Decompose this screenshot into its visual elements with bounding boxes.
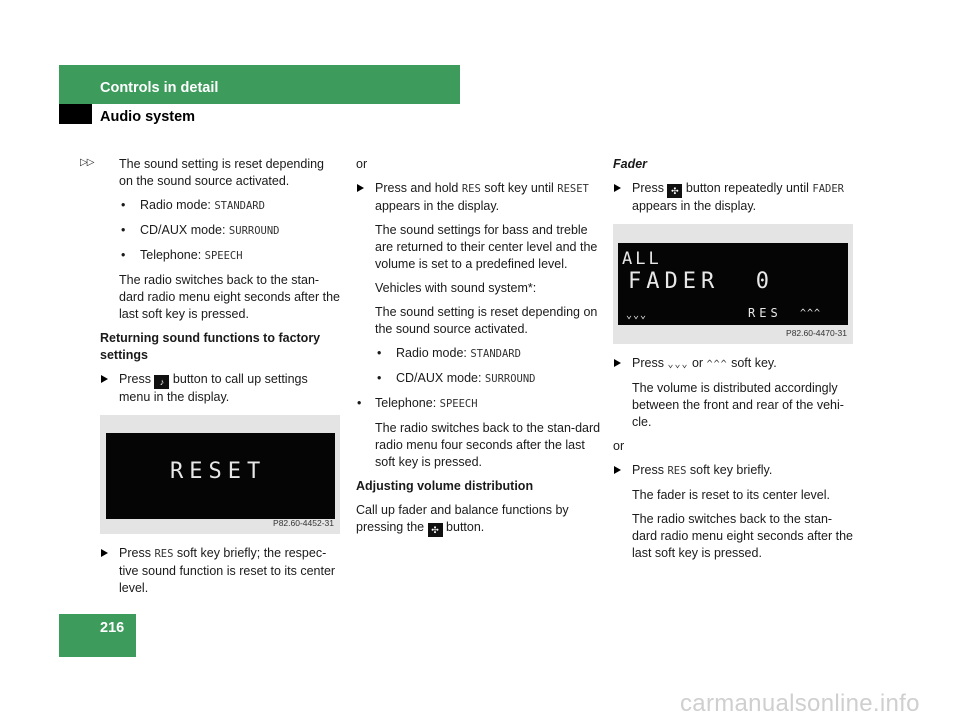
display-text: RESET	[170, 459, 267, 484]
paragraph: The sound setting is reset depending on the sound source activated.	[375, 305, 598, 336]
list-item: • CD/AUX mode: SURROUND	[100, 222, 340, 240]
list-item: • Telephone: SPEECH	[100, 247, 340, 265]
continued-mark: ▷▷	[80, 157, 94, 168]
softkey-down-label: ⌄⌄⌄	[626, 310, 648, 321]
subsection-title: Audio system	[100, 109, 196, 125]
fader-button-icon: ✣	[428, 523, 443, 537]
instruction-step: Press and hold RES soft key until RESET appears in the display.	[356, 180, 601, 215]
page-number: 216	[100, 620, 125, 636]
softkey-up-label: ^^^	[800, 308, 822, 319]
list-item: • Telephone: SPEECH	[356, 395, 601, 413]
watermark: carmanualsonline.info	[680, 690, 920, 717]
display-line-1: ALL	[622, 249, 662, 269]
paragraph: or	[356, 157, 368, 171]
section-heading: Returning sound functions to factory settings	[100, 331, 321, 362]
column-2	[356, 156, 601, 544]
list-item: • CD/AUX mode: SURROUND	[356, 370, 601, 388]
column-1	[100, 156, 340, 604]
fader-button-icon: ✣	[667, 184, 682, 198]
paragraph: The sound setting is reset depending on the sound source activated.	[119, 157, 324, 188]
reset-display-figure	[100, 415, 340, 534]
fader-display-figure	[613, 224, 853, 344]
display-line-2: FADER 0	[628, 269, 774, 294]
paragraph: The fader is reset to its center level.	[632, 488, 831, 502]
list-item: • Radio mode: STANDARD	[356, 345, 601, 363]
page-number-box	[59, 614, 136, 657]
list-item: • Radio mode: STANDARD	[100, 197, 340, 215]
paragraph: The radio switches back to the stan-dard radio menu four seconds after the last soft key is pressed.	[375, 421, 601, 469]
instruction-step: Press ⌄⌄⌄ or ^^^ soft key.	[613, 355, 853, 373]
section-title: Controls in detail	[100, 80, 219, 96]
paragraph: Vehicles with sound system*:	[375, 281, 537, 295]
settings-button-icon: ♪	[154, 375, 169, 389]
header-marker	[59, 104, 92, 124]
figure-caption: P82.60-4470-31	[786, 328, 847, 338]
display-screen	[618, 243, 848, 325]
paragraph: or	[613, 439, 625, 453]
softkey-res-label: RES	[748, 306, 782, 320]
paragraph: The radio switches back to the stan-dard radio menu eight seconds after the last soft key is pressed.	[632, 512, 853, 560]
column-3	[613, 156, 853, 569]
figure-caption: P82.60-4452-31	[273, 518, 334, 528]
instruction-step: Press RES soft key briefly.	[613, 462, 853, 480]
instruction-step: Press RES soft key briefly; the respec-tive sound function is reset to its center level.	[100, 545, 340, 597]
paragraph: The radio switches back to the stan-dard radio menu eight seconds after the last soft key is pressed.	[119, 273, 340, 321]
section-heading: Adjusting volume distribution	[356, 479, 534, 493]
display-screen	[106, 433, 335, 519]
instruction-step: Press ♪ button to call up settings menu in the display.	[100, 371, 340, 406]
paragraph: Call up fader and balance functions by pressing the ✣ button.	[356, 503, 569, 535]
paragraph: The volume is distributed accordingly between the front and rear of the vehi-cle.	[632, 381, 844, 429]
paragraph: The sound settings for bass and treble are returned to their center level and the volume is set to a predefined level.	[375, 223, 598, 271]
instruction-step: Press ✣ button repeatedly until FADER appears in the display.	[613, 180, 853, 215]
section-heading: Fader	[613, 157, 648, 171]
